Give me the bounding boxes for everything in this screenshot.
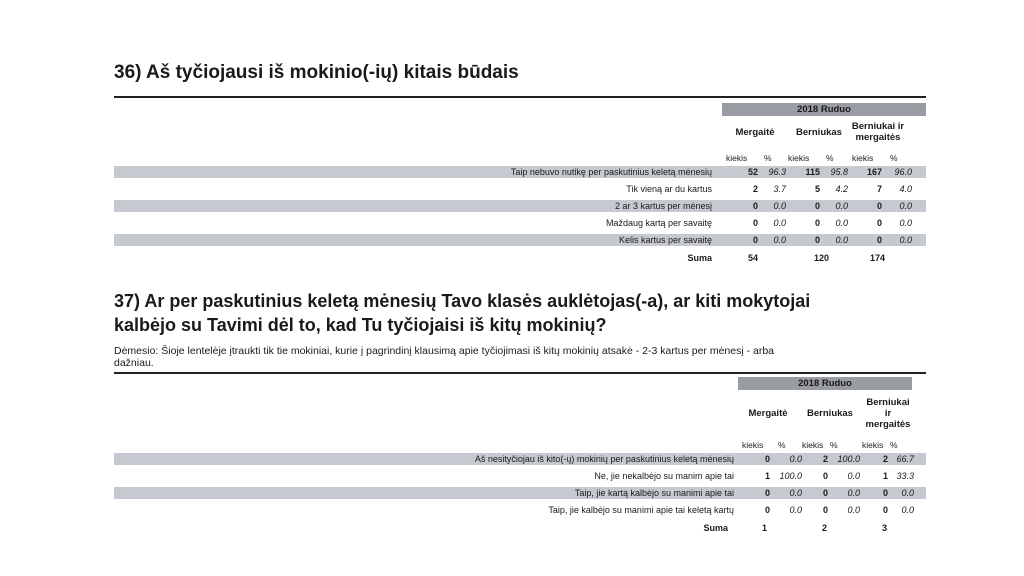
q36-cell-percent: 0.0 [835,201,848,211]
q37-sum-girls: 1 [762,523,768,533]
q36-sum-boys: 120 [814,253,830,263]
q36-row-label: Kelis kartus per savaitę [618,235,712,245]
q36-cell-count: 0 [752,235,758,245]
q36-row-label: Tik vieną ar du kartus [626,184,712,194]
q36-sub-p-all: % [890,153,898,163]
q36-sum-girls: 54 [748,253,759,263]
q37-row-label: Aš nesityčiojau iš kito(-ų) mokinių per paskutinius keletą mėnesių [474,454,734,464]
q37-cell-percent: 0.0 [847,488,860,498]
q37-cell-percent: 66.7 [896,454,914,464]
q37-cell-percent: 0.0 [901,505,914,515]
q36-cell-count: 52 [747,167,758,177]
q37-cell-percent: 0.0 [901,488,914,498]
q36-cell-count: 0 [876,235,882,245]
q37-title-line1: 37) Ar per paskutinius keletą mėnesių Tavo klasės auklėtojas(-a), ar kiti mokytojai [114,291,811,311]
q36-cell-percent: 0.0 [899,201,912,211]
q37-row-label: Ne, jie nekalbėjo su manim apie tai [594,471,734,481]
q36-sub-p-boys: % [826,153,834,163]
q37-sum-boys: 2 [822,523,828,533]
q36-sub-n-boys: kiekis [788,153,810,163]
q37-title-rule [114,372,926,374]
q37-group-boys: Berniukas [807,408,853,419]
q37-cell-count: 0 [822,471,828,481]
q37-sum-label: Suma [703,523,728,533]
q37-cell-count: 0 [764,488,770,498]
q37-cell-percent: 0.0 [789,454,802,464]
q37-note: Dėmesio: Šioje lentelėje įtraukti tik tie mokiniai, kurie į pagrindinį klausimą apie tyčiojimasi iš kitų mokinių atsakė - 2-3 kartus per mėnesį - arba dažniau. [114,345,775,369]
q37-group-all: Berniukai ir mergaitės [865,397,911,430]
q36-sub-n-girls: kiekis [726,153,748,163]
q36-cell-count: 7 [876,184,882,194]
q37-cell-percent: 33.3 [896,471,914,481]
q37-sub-n-girls: kiekis [742,440,764,450]
q37-cell-count: 0 [822,488,828,498]
q37-cell-percent: 0.0 [847,471,860,481]
q36-cell-percent: 0.0 [899,235,912,245]
q36-period: 2018 Ruduo [797,104,851,115]
q37-sub-n-boys: kiekis [802,440,824,450]
q36-cell-percent: 96.3 [768,167,786,177]
q37-sub-n-all: kiekis [862,440,884,450]
q36-sum-label: Suma [687,253,712,263]
q36-cell-percent: 4.0 [899,184,912,194]
q36-cell-percent: 0.0 [835,235,848,245]
q37-cell-percent: 0.0 [847,505,860,515]
q37-cell-count: 2 [882,454,888,464]
q36-cell-count: 2 [752,184,758,194]
q36-row-label: Maždaug kartą per savaitę [605,218,712,228]
q36-cell-percent: 0.0 [773,201,786,211]
q36-group-all: Berniukai ir mergaitės [851,121,905,143]
q36-sum-all: 174 [870,253,886,263]
q37-sub-p-boys: % [830,440,838,450]
q36-cell-percent: 0.0 [773,235,786,245]
q36-cell-count: 115 [805,167,820,177]
q37-group-girls: Mergaitė [748,408,788,419]
q37-sum-all: 3 [882,523,888,533]
q37-cell-count: 1 [882,471,888,481]
q36-cell-count: 5 [814,184,820,194]
q36-cell-percent: 3.7 [773,184,786,194]
q37-row-label: Taip, jie kartą kalbėjo su manimi apie tai [574,488,734,498]
q36-cell-percent: 0.0 [773,218,786,228]
q36-sub-n-all: kiekis [852,153,874,163]
q36-row-label: 2 ar 3 kartus per mėnesį [614,201,712,211]
q37-cell-percent: 100.0 [837,454,860,464]
q36-cell-percent: 4.2 [835,184,848,194]
q36-cell-count: 167 [866,167,882,177]
q37-sub-p-all: % [890,440,898,450]
q36-cell-count: 0 [876,201,882,211]
q37-cell-percent: 0.0 [789,488,802,498]
q36-group-boys: Berniukas [796,127,842,138]
q36-sub-p-girls: % [764,153,772,163]
q36-cell-count: 0 [814,235,820,245]
q36-cell-count: 0 [814,218,820,228]
q37-cell-count: 2 [822,454,828,464]
q36-row-label: Taip nebuvo nutikę per paskutinius keletą mėnesių [510,167,712,177]
q37-cell-count: 0 [882,505,888,515]
q37-cell-count: 0 [764,454,770,464]
q36-cell-count: 0 [752,201,758,211]
q37-cell-count: 0 [764,505,770,515]
q37-sub-p-girls: % [778,440,786,450]
q36-cell-percent: 96.0 [894,167,912,177]
q36-title-rule [114,96,926,98]
q36-title: 36) Aš tyčiojausi iš mokinio(-ių) kitais būdais [114,62,519,83]
q37-cell-percent: 100.0 [779,471,802,481]
q37-cell-count: 0 [822,505,828,515]
q36-cell-count: 0 [876,218,882,228]
q37-cell-count: 1 [764,471,770,481]
q36-cell-count: 0 [752,218,758,228]
q37-cell-percent: 0.0 [789,505,802,515]
q36-cell-percent: 0.0 [899,218,912,228]
q36-group-girls: Mergaitė [735,127,775,138]
q36-cell-percent: 95.8 [830,167,848,177]
q36-cell-percent: 0.0 [835,218,848,228]
q36-cell-count: 0 [814,201,820,211]
q37-period: 2018 Ruduo [798,378,852,389]
q37-row-label: Taip, jie kalbėjo su manimi apie tai keletą kartų [548,505,734,515]
q37-cell-count: 0 [882,488,888,498]
q37-title-line2: kalbėjo su Tavimi dėl to, kad Tu tyčiojaisi iš kitų mokinių? [114,315,607,335]
